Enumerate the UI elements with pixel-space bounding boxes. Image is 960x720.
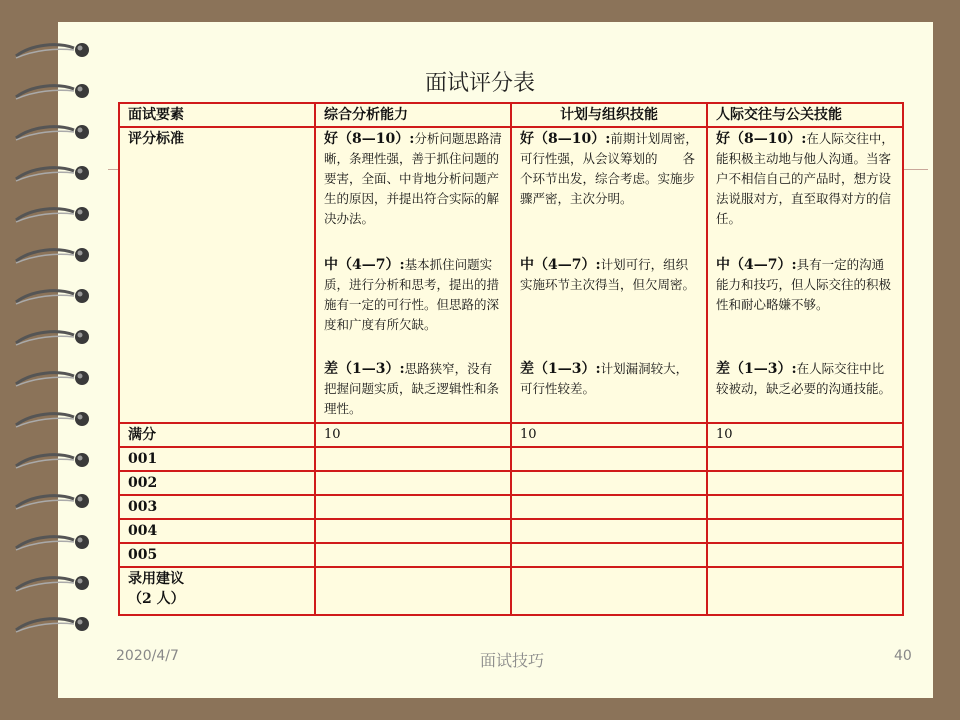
score-input-cell[interactable]	[707, 447, 903, 471]
bad-text: 计划漏洞较大，可行性较差。	[520, 361, 689, 396]
mid-text: 具有一定的沟通能力和技巧，但人际交往的积极性和耐心略嫌不够。	[716, 257, 892, 312]
header-cell: 综合分析能力	[315, 103, 511, 127]
spiral-ring	[12, 38, 92, 64]
mid-text: 基本抓住问题实质，进行分析和思考，提出的措施有一定的可行性。但思路的深度和广度有所欠缺。	[324, 257, 500, 332]
score-input-cell[interactable]	[315, 471, 511, 495]
spiral-ring	[12, 571, 92, 597]
score-input-cell[interactable]	[511, 471, 707, 495]
score-input-cell[interactable]	[511, 543, 707, 567]
good-text: 前期计划周密，可行性强，从会议筹划的 各个环节出发，综合考虑。实施步骤严密，主次分明。	[520, 131, 698, 206]
score-input-cell[interactable]	[315, 519, 511, 543]
candidate-row	[119, 447, 903, 471]
score-input-cell[interactable]	[707, 495, 903, 519]
spiral-ring	[12, 489, 92, 515]
mid-label: 中（4—7）:	[520, 257, 601, 273]
criteria-row	[119, 127, 903, 423]
bad-text: 思路狭窄，没有把握问题实质，缺乏逻辑性和条理性。	[324, 361, 500, 416]
recommend-row	[119, 567, 903, 615]
footer-title: 面试技巧	[479, 651, 544, 670]
spiral-ring	[12, 407, 92, 433]
candidate-id: 004	[119, 519, 315, 543]
recommend-input-cell[interactable]	[315, 567, 511, 615]
spiral-ring	[12, 612, 92, 638]
score-cell: 10	[315, 423, 511, 447]
score-input-cell[interactable]	[707, 543, 903, 567]
bad-label: 差（1—3）:	[716, 361, 797, 377]
recommend-input-cell[interactable]	[511, 567, 707, 615]
score-input-cell[interactable]	[315, 495, 511, 519]
recommend-label-line1: 录用建议	[128, 571, 184, 587]
score-input-cell[interactable]	[707, 519, 903, 543]
score-input-cell[interactable]	[511, 495, 707, 519]
criteria-cell	[511, 127, 707, 423]
good-label: 好（8—10）:	[716, 131, 807, 147]
full-score-row	[119, 423, 903, 447]
good-text: 分析问题思路清晰，条理性强，善于抓住问题的要害，全面、中肯地分析问题产生的原因，并提出符合实际的解决办法。	[324, 131, 502, 226]
bad-label: 差（1—3）:	[520, 361, 601, 377]
header-cell: 面试要素	[119, 103, 315, 127]
spiral-ring	[12, 448, 92, 474]
spiral-ring	[12, 325, 92, 351]
header-row	[119, 103, 903, 127]
mid-label: 中（4—7）:	[324, 257, 405, 273]
spiral-ring	[12, 202, 92, 228]
spiral-ring	[12, 366, 92, 392]
interview-score-table	[118, 102, 904, 616]
recommend-label-line2: （2 人）	[128, 591, 185, 607]
good-label: 好（8—10）:	[520, 131, 611, 147]
good-label: 好（8—10）:	[324, 131, 415, 147]
score-cell: 10	[707, 423, 903, 447]
criteria-cell	[707, 127, 903, 423]
full-score-label: 满分	[119, 423, 315, 447]
recommend-input-cell[interactable]	[707, 567, 903, 615]
mid-text: 计划可行，组织实施环节主次得当，但欠周密。	[520, 257, 696, 292]
slide-title: 面试评分表	[424, 71, 535, 96]
header-cell: 人际交往与公关技能	[707, 103, 903, 127]
criteria-cell	[315, 127, 511, 423]
score-input-cell[interactable]	[511, 519, 707, 543]
header-cell: 计划与组织技能	[511, 103, 707, 127]
recommend-label	[119, 567, 315, 615]
bad-label: 差（1—3）:	[324, 361, 405, 377]
spiral-binding	[0, 30, 90, 690]
bad-text: 在人际交往中比较被动，缺乏必要的沟通技能。	[716, 361, 892, 396]
candidate-row	[119, 543, 903, 567]
candidate-row	[119, 519, 903, 543]
good-text: 在人际交往中，能积极主动地与他人沟通。当客户不相信自己的产品时，想方设法说服对方，直至取得对方的信任。	[716, 131, 894, 226]
score-cell: 10	[511, 423, 707, 447]
candidate-id: 003	[119, 495, 315, 519]
spiral-ring	[12, 161, 92, 187]
score-input-cell[interactable]	[315, 447, 511, 471]
mid-label: 中（4—7）:	[716, 257, 797, 273]
spiral-ring	[12, 120, 92, 146]
score-input-cell[interactable]	[707, 471, 903, 495]
footer-date: 2020/4/7	[116, 648, 179, 664]
spiral-ring	[12, 284, 92, 310]
spiral-ring	[12, 243, 92, 269]
candidate-row	[119, 495, 903, 519]
score-input-cell[interactable]	[315, 543, 511, 567]
candidate-id: 001	[119, 447, 315, 471]
footer-page-number: 40	[894, 648, 912, 664]
criteria-label: 评分标准	[119, 127, 315, 423]
candidate-id: 005	[119, 543, 315, 567]
spiral-ring	[12, 530, 92, 556]
candidate-id: 002	[119, 471, 315, 495]
score-input-cell[interactable]	[511, 447, 707, 471]
candidate-row	[119, 471, 903, 495]
